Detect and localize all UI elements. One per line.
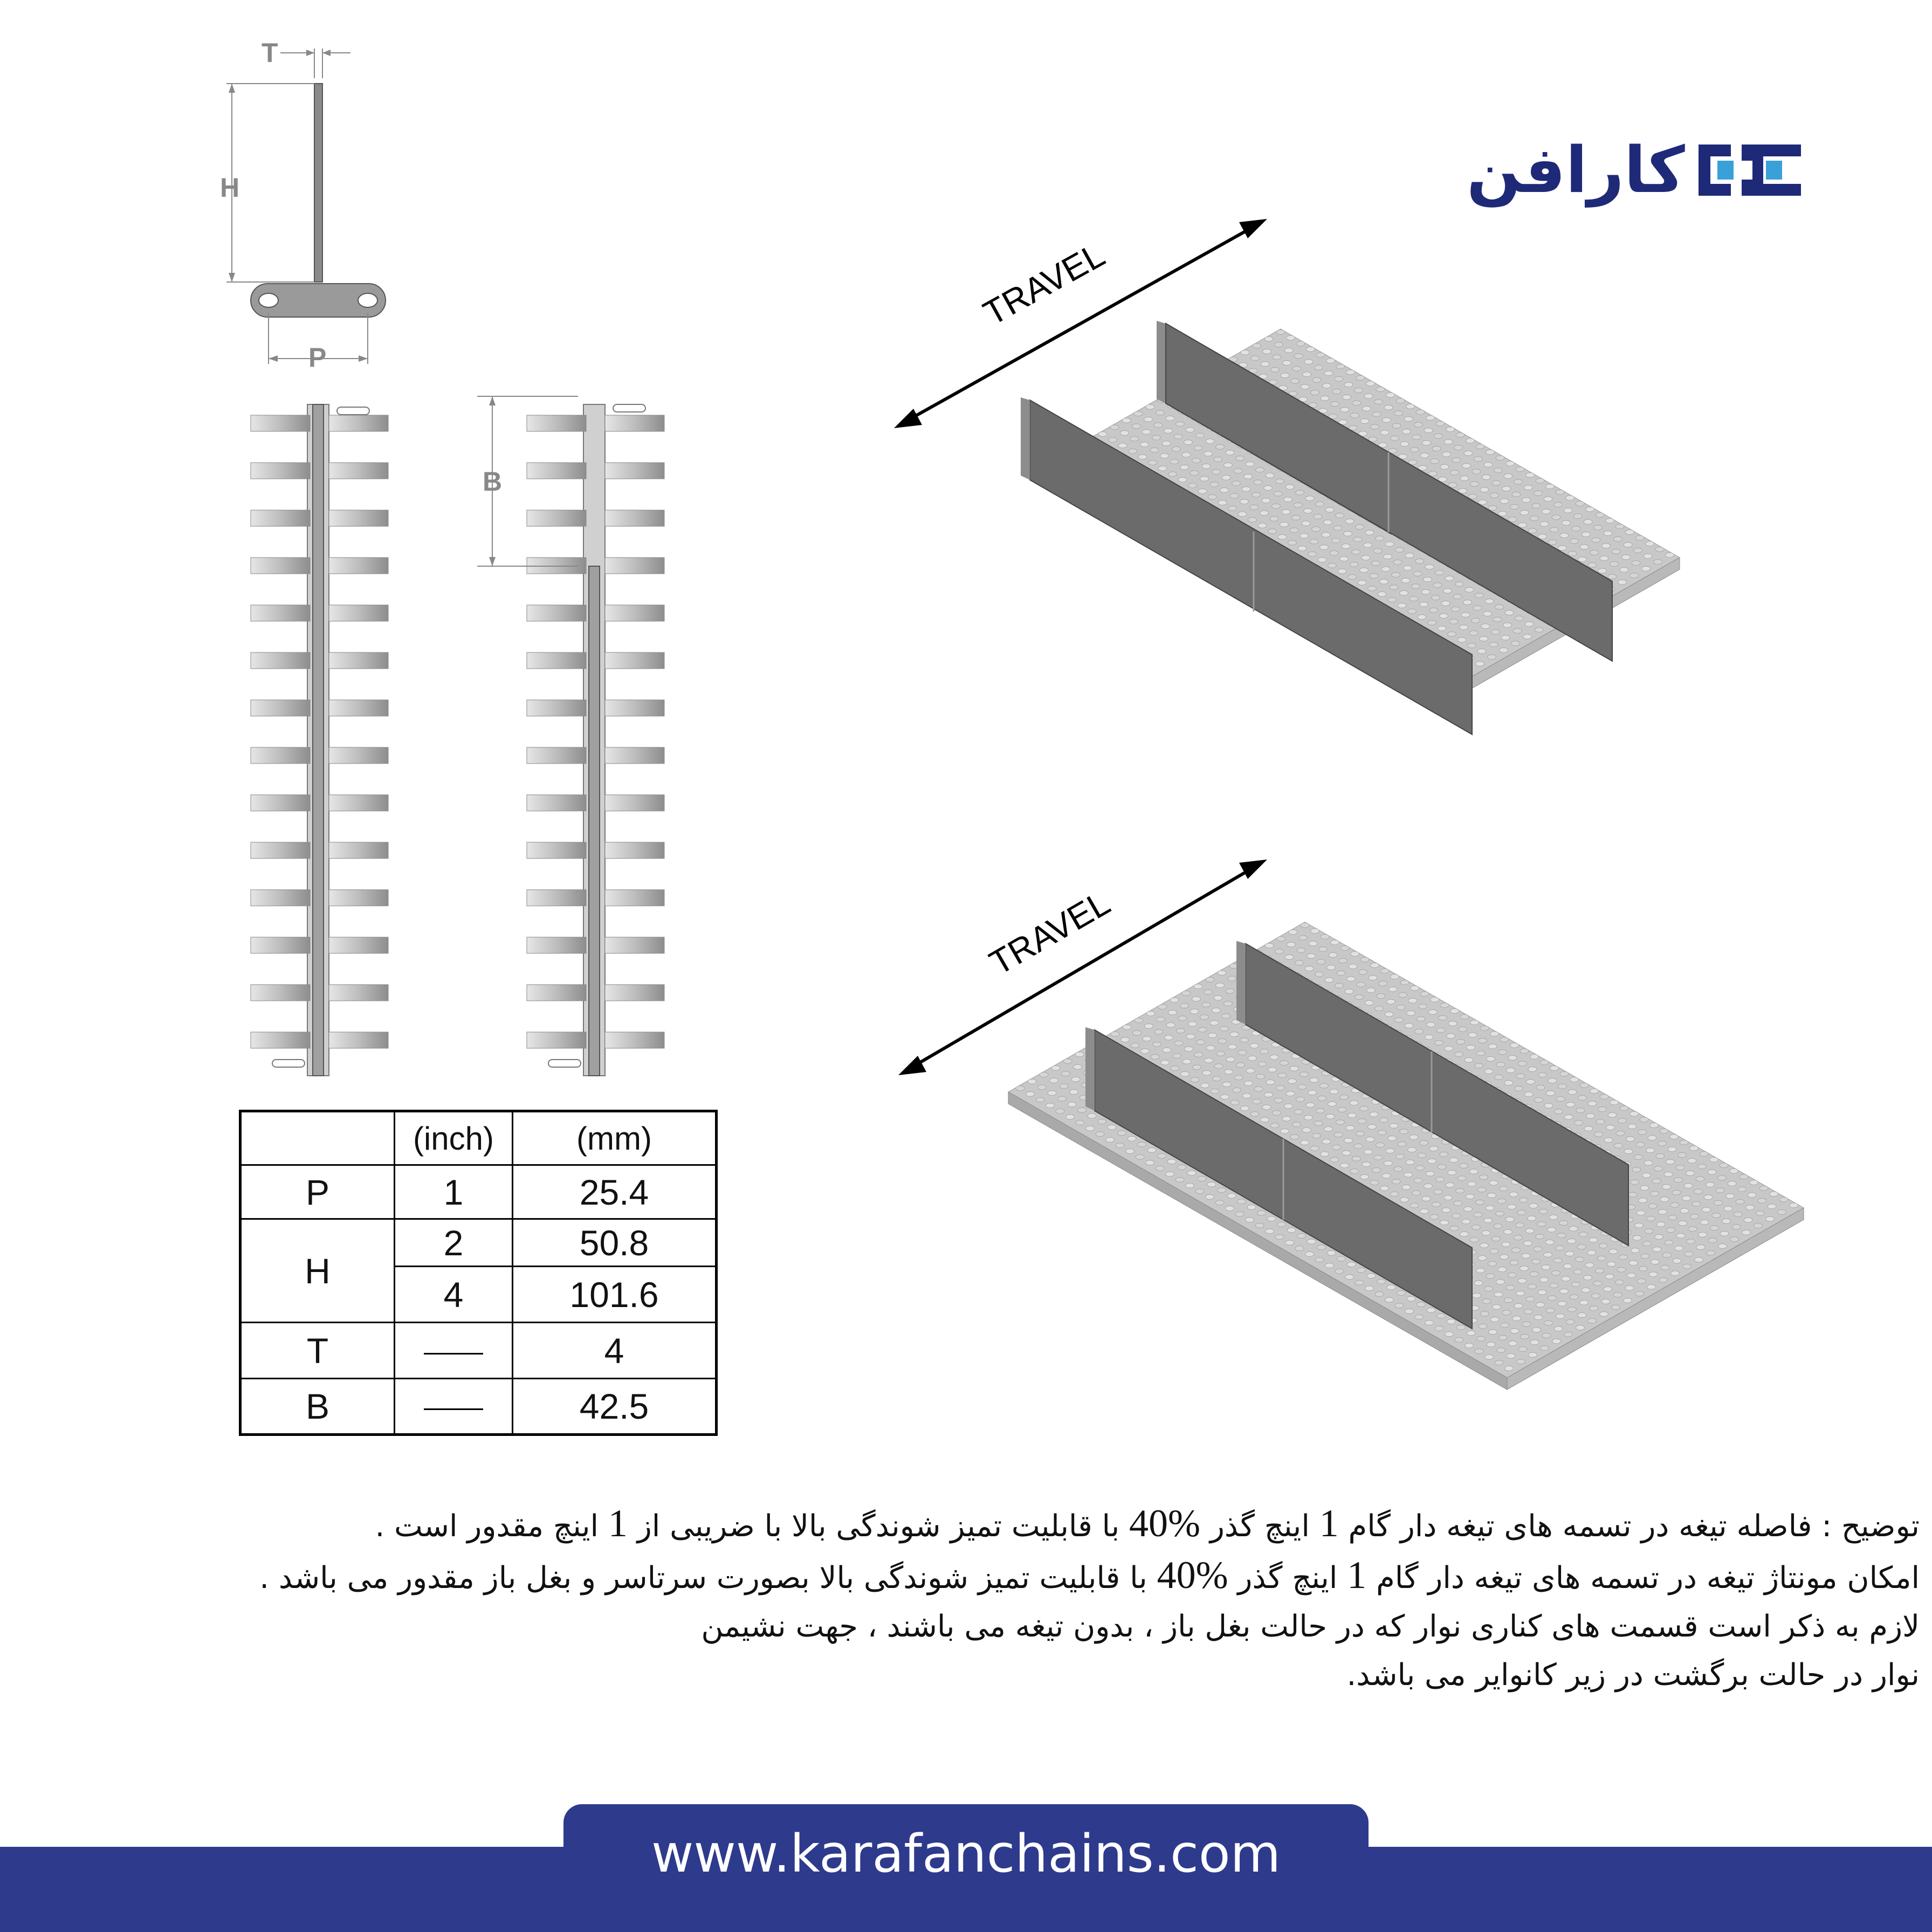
row-label-h: H bbox=[240, 1219, 395, 1323]
h-inch-2: 4 bbox=[395, 1267, 513, 1323]
belt-top-view-diagram bbox=[237, 388, 690, 1089]
t-mm: 4 bbox=[513, 1323, 717, 1379]
travel-label-1: TRAVEL bbox=[977, 235, 1111, 333]
dim-label-p: P bbox=[308, 342, 327, 373]
description-text bbox=[22, 1499, 1920, 1700]
table-row bbox=[240, 1219, 717, 1267]
h-mm-2: 101.6 bbox=[513, 1267, 717, 1323]
p-inch: 1 bbox=[395, 1165, 513, 1219]
logo-text: کارافن bbox=[1467, 133, 1685, 207]
row-label-p: P bbox=[240, 1165, 395, 1219]
b-inch-dash bbox=[395, 1379, 513, 1435]
open-edge-blade-strip bbox=[527, 404, 664, 1076]
blade-profile-diagram bbox=[205, 32, 388, 377]
dim-label-h: H bbox=[220, 173, 240, 203]
table-row bbox=[240, 1379, 717, 1435]
b-mm: 42.5 bbox=[513, 1379, 717, 1435]
table-header-inch: (inch) bbox=[395, 1111, 513, 1165]
t-inch-dash bbox=[395, 1323, 513, 1379]
description-line-1: توضیح : فاصله تیغه در تسمه های تیغه دار گام 1 اینچ گذر 40% با قابلیت تمیز شوندگی بالا با ضریبی از 1 اینچ مقدور است . bbox=[375, 1502, 1920, 1545]
h-inch-1: 2 bbox=[395, 1219, 513, 1267]
website-link[interactable]: www.karafanchains.com bbox=[651, 1824, 1281, 1884]
brand-logo bbox=[1467, 135, 1790, 205]
description-line-4: نوار در حالت برگشت در زیر کانوایر می باشد. bbox=[1346, 1658, 1920, 1693]
belt-isometric-full-blade bbox=[884, 210, 1747, 750]
dim-label-t: T bbox=[262, 38, 278, 68]
belt-isometric-open-edge bbox=[884, 847, 1833, 1456]
table-header-mm: (mm) bbox=[513, 1111, 717, 1165]
table-header-blank bbox=[240, 1111, 395, 1165]
row-label-b: B bbox=[240, 1379, 395, 1435]
p-mm: 25.4 bbox=[513, 1165, 717, 1219]
table-row bbox=[240, 1323, 717, 1379]
table-row bbox=[240, 1165, 717, 1219]
description-line-2: امکان مونتاژ تیغه در تسمه های تیغه دار گام 1 اینچ گذر 40% با قابلیت تمیز شوندگی بالا بصورت سرتاسر و بغل باز مقدور می باشد . bbox=[259, 1553, 1920, 1597]
row-label-t: T bbox=[240, 1323, 395, 1379]
logo-mark-icon bbox=[1699, 145, 1801, 196]
description-line-3: لازم به ذکر است قسمت های کناری نوار که در حالت بغل باز ، بدون تیغه می باشند ، جهت نشیمن bbox=[701, 1609, 1920, 1644]
dim-label-b: B bbox=[483, 466, 503, 497]
spec-table bbox=[239, 1110, 718, 1436]
travel-label-2: TRAVEL bbox=[983, 883, 1117, 983]
full-blade-strip bbox=[251, 404, 388, 1076]
h-mm-1: 50.8 bbox=[513, 1219, 717, 1267]
